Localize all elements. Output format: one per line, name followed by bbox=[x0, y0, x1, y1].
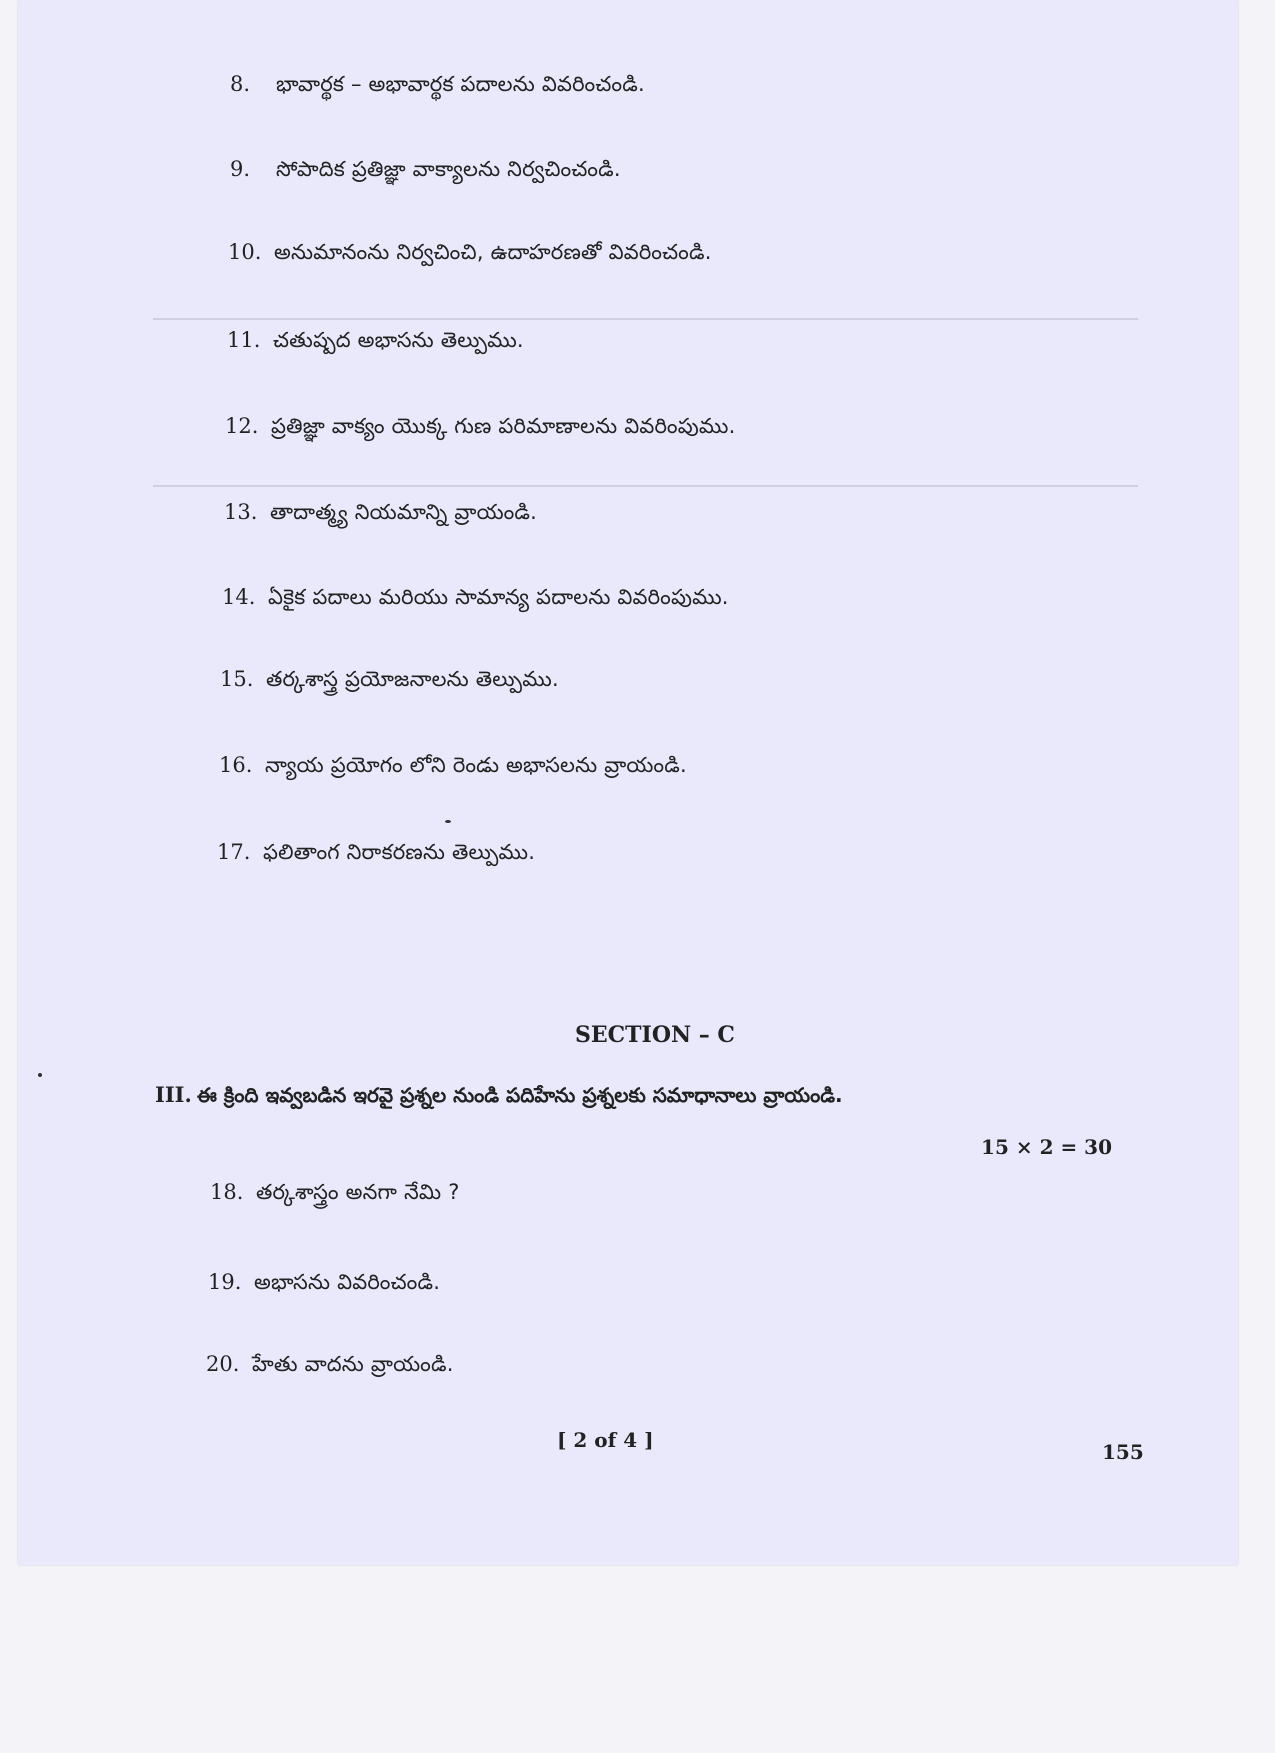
page-indicator: [ 2 of 4 ] bbox=[557, 1428, 654, 1452]
question-number: 12. bbox=[225, 414, 259, 438]
question-13 bbox=[224, 500, 537, 530]
question-text: తర్కశాస్త్ర ప్రయోజనాలను తెల్పుము. bbox=[266, 667, 559, 691]
question-text: సోపాదిక ప్రతిజ్ఞా వాక్యాలను నిర్వచించండి. bbox=[276, 157, 621, 181]
question-number: 13. bbox=[224, 500, 258, 524]
question-text: అభాసను వివరించండి. bbox=[254, 1270, 441, 1294]
question-12 bbox=[225, 414, 735, 444]
section-marks: 15 × 2 = 30 bbox=[981, 1135, 1112, 1159]
section-instruction-text: ఈ క్రింది ఇవ్వబడిన ఇరవై ప్రశ్నల నుండి పదిహేను ప్రశ్నలకు సమాధానాలు వ్రాయండి. bbox=[197, 1083, 843, 1107]
question-14 bbox=[222, 585, 729, 615]
question-15 bbox=[220, 667, 559, 697]
question-text: తాదాత్మ్య నియమాన్ని వ్రాయండి. bbox=[270, 500, 538, 524]
question-text: ప్రతిజ్ఞా వాక్యం యొక్క గుణ పరిమాణాలను వివరింపుము. bbox=[271, 414, 736, 438]
bleed-through-rule bbox=[153, 318, 1138, 320]
question-number: 8. bbox=[230, 72, 251, 96]
question-number: 17. bbox=[217, 840, 251, 864]
question-number: 9. bbox=[230, 157, 251, 181]
question-text: చతుష్పద అభాసను తెల్పుము. bbox=[273, 328, 524, 352]
question-number: 10. bbox=[228, 240, 262, 264]
question-text: తర్కశాస్త్రం అనగా నేమి ? bbox=[256, 1180, 460, 1204]
question-10 bbox=[228, 240, 712, 270]
paper-code: 155 bbox=[1102, 1440, 1144, 1464]
question-text: ఏకైక పదాలు మరియు సామాన్య పదాలను వివరింపుము. bbox=[268, 585, 729, 609]
question-number: 14. bbox=[222, 585, 256, 609]
question-8 bbox=[230, 72, 645, 102]
section-title: SECTION – C bbox=[575, 1022, 735, 1048]
question-19 bbox=[208, 1270, 440, 1300]
question-16 bbox=[219, 753, 687, 783]
ink-speck bbox=[445, 820, 451, 823]
question-text: న్యాయ ప్రయోగం లోని రెండు అభాసలను వ్రాయండి. bbox=[265, 753, 687, 777]
question-text: అనుమానంను నిర్వచించి, ఉదాహరణతో వివరించండి. bbox=[274, 240, 712, 264]
question-17 bbox=[217, 840, 535, 870]
bleed-through-rule bbox=[153, 485, 1138, 487]
question-11 bbox=[227, 328, 524, 358]
question-number: 19. bbox=[208, 1270, 242, 1294]
question-number: 15. bbox=[220, 667, 254, 691]
question-18 bbox=[210, 1180, 460, 1210]
question-text: హేతు వాదను వ్రాయండి. bbox=[252, 1352, 454, 1376]
ink-speck bbox=[38, 1073, 42, 1077]
question-number: 18. bbox=[210, 1180, 244, 1204]
question-number: 16. bbox=[219, 753, 253, 777]
question-20 bbox=[206, 1352, 454, 1382]
question-text: భావార్థక – అభావార్థక పదాలను వివరించండి. bbox=[276, 72, 645, 96]
section-instruction bbox=[155, 1082, 843, 1112]
section-roman-number: III. bbox=[155, 1082, 192, 1107]
question-text: ఫలితాంగ నిరాకరణను తెల్పుము. bbox=[263, 840, 536, 864]
question-9 bbox=[230, 157, 621, 187]
question-number: 11. bbox=[227, 328, 261, 352]
question-number: 20. bbox=[206, 1352, 240, 1376]
